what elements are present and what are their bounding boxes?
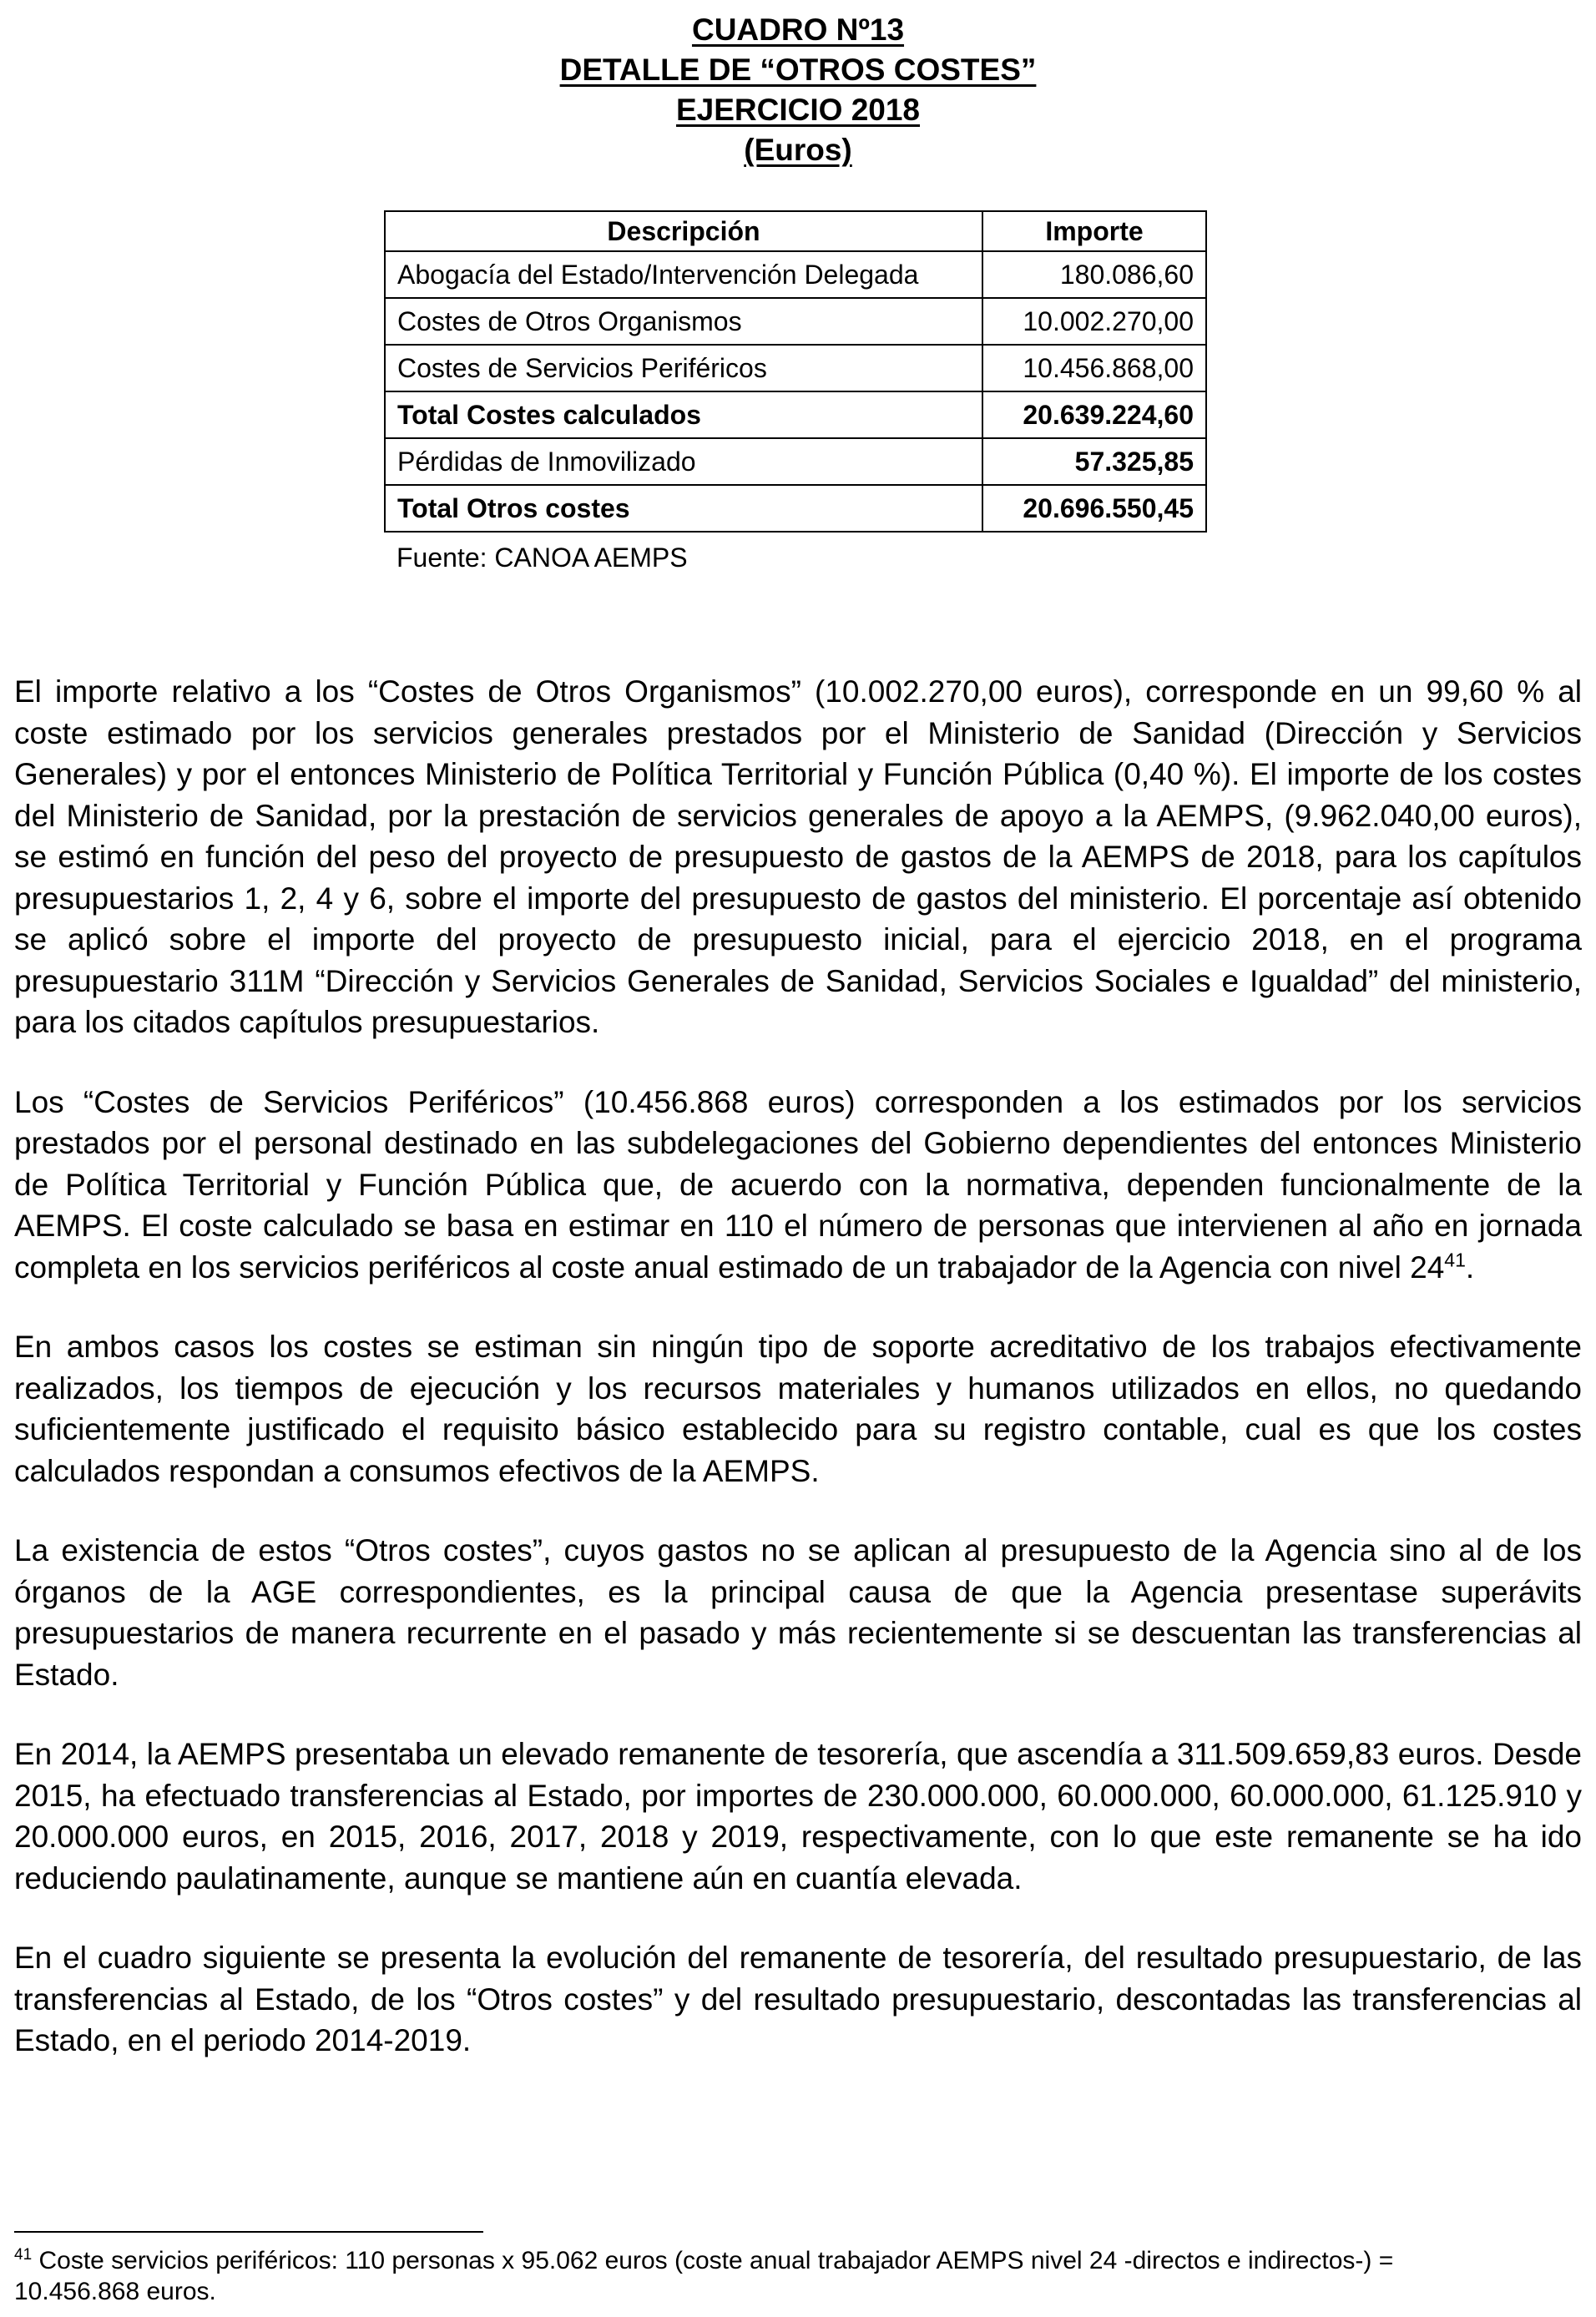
table-title <box>0 10 1596 170</box>
row-amount: 57.325,85 <box>982 438 1206 485</box>
paragraph-3: En ambos casos los costes se estiman sin ningún tipo de soporte acreditativo de los trabajos efectivamente realizados, los tiempos de ejecución y los recursos materiales y humanos utilizados en ellos, no quedando suficientemente justificado el requisito básico establecido para su registro contable, cual es que los costes calculados respondan a consumos efectivos de la AEMPS. <box>14 1330 1582 1488</box>
other-costs-table <box>384 210 1207 583</box>
row-description: Costes de Servicios Periféricos <box>385 345 982 391</box>
table-source: Fuente: CANOA AEMPS <box>396 543 688 573</box>
table-row <box>385 438 1206 485</box>
paragraph-2-text: Los “Costes de Servicios Periféricos” (10.456.868 euros) corresponden a los estimados por los servicios prestados por el personal destinado en las subdelegaciones del Gobierno dependientes del entonces Ministerio de Política Territorial y Función Pública que, de acuerdo con la normativa, dependen funcionalmente de la AEMPS. El coste calculado se basa en estimar en 110 el número de personas que intervienen al año en jornada completa en los servicios periféricos al coste anual estimado de un trabajador de la Agencia con nivel 24 <box>14 1084 1582 1285</box>
header-amount: Importe <box>982 211 1206 251</box>
body-text <box>14 671 1582 2100</box>
total-calculated-row <box>385 391 1206 438</box>
paragraph-2-end: . <box>1465 1249 1475 1285</box>
row-description: Total Costes calculados <box>385 391 982 438</box>
total-other-costs-row <box>385 485 1206 532</box>
table-row <box>385 298 1206 345</box>
row-amount: 180.086,60 <box>982 251 1206 298</box>
table-row <box>385 345 1206 391</box>
row-description: Costes de Otros Organismos <box>385 298 982 345</box>
row-description: Pérdidas de Inmovilizado <box>385 438 982 485</box>
row-description: Abogacía del Estado/Intervención Delegada <box>385 251 982 298</box>
row-amount: 10.002.270,00 <box>982 298 1206 345</box>
row-amount: 20.639.224,60 <box>982 391 1206 438</box>
paragraph-4: La existencia de estos “Otros costes”, cuyos gastos no se aplican al presupuesto de la Agencia sino al de los órganos de la AGE correspondientes, es la principal causa de que la Agencia presentase superávits presupuestarios de manera recurrente en el pasado y más recientemente si se descuentan las transferencias al Estado. <box>14 1533 1582 1692</box>
table-row <box>385 251 1206 298</box>
paragraph-5: En 2014, la AEMPS presentaba un elevado remanente de tesorería, que ascendía a 311.509.659,83 euros. Desde 2015, ha efectuado transferencias al Estado, por importes de 230.000.000, 60.000.000, 60.000.000, 61.125.910 y 20.000.000 euros, en 2015, 2016, 2017, 2018 y 2019, respectivamente, con lo que este remanente se ha ido reduciendo paulatinamente, aunque se mantiene aún en cuantía elevada. <box>14 1737 1582 1895</box>
title-line-3: EJERCICIO 2018 <box>675 93 921 127</box>
table-header-row <box>385 211 1206 251</box>
footnote-text: Coste servicios periféricos: 110 personas x 95.062 euros (coste anual trabajador AEMPS nivel 24 -directos e indirectos-) = 10.456.868 euros. <box>14 2247 1394 2305</box>
title-line-4: (Euros) <box>744 133 852 167</box>
row-amount: 20.696.550,45 <box>982 485 1206 532</box>
paragraph-6: En el cuadro siguiente se presenta la evolución del remanente de tesorería, del resultado presupuestario, de las transferencias al Estado, de los “Otros costes” y del resultado presupuestario, descontadas las transferencias al Estado, en el periodo 2014-2019. <box>14 1941 1582 2057</box>
table-source-row <box>385 532 1206 583</box>
footnote-ref: 41 <box>1444 1249 1466 1271</box>
footnote <box>14 2245 1492 2307</box>
paragraph-1: El importe relativo a los “Costes de Otros Organismos” (10.002.270,00 euros), corresponde en un 99,60 % al coste estimado por los servicios generales prestados por el Ministerio de Sanidad (Dirección y Servicios Generales) y por el entonces Ministerio de Política Territorial y Función Pública (0,40 %). El importe de los costes del Ministerio de Sanidad, por la prestación de servicios generales de apoyo a la AEMPS, (9.962.040,00 euros), se estimó en función del peso del proyecto de presupuesto de gastos de la AEMPS de 2018, para los capítulos presupuestarios 1, 2, 4 y 6, sobre el importe del presupuesto de gastos del ministerio. El porcentaje así obtenido se aplicó sobre el importe del proyecto de presupuesto inicial, para el ejercicio 2018, en el programa presupuestario 311M “Dirección y Servicios Generales de Sanidad, Servicios Sociales e Igualdad” del ministerio, para los citados capítulos presupuestarios. <box>14 674 1582 1039</box>
paragraph-2 <box>14 1082 1582 1289</box>
title-line-2: DETALLE DE “OTROS COSTES” <box>559 53 1037 87</box>
row-description: Total Otros costes <box>385 485 982 532</box>
row-amount: 10.456.868,00 <box>982 345 1206 391</box>
footnote-number: 41 <box>14 2246 33 2264</box>
footnote-divider <box>14 2231 483 2233</box>
header-description: Descripción <box>385 211 982 251</box>
title-line-1: CUADRO Nº13 <box>691 13 905 47</box>
